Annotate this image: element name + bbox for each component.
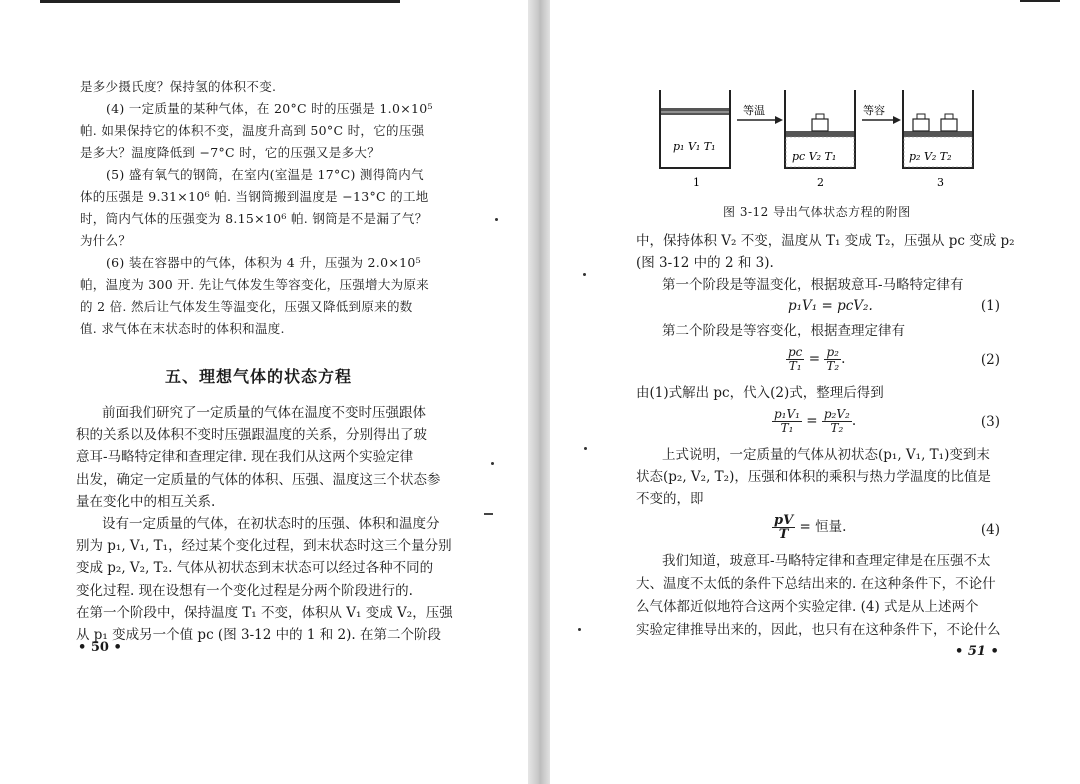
- page-number-right: • 51 •: [955, 644, 999, 659]
- text-line: (6) 装在容器中的气体，体积为 4 升，压强为 2.0×10⁵: [106, 255, 421, 270]
- top-rule: [40, 0, 400, 3]
- text-line: 状态(p₂, V₂, T₂)，压强和体积的乘积与热力学温度的比值是: [636, 469, 991, 485]
- text-line: 第一个阶段是等温变化，根据玻意耳-马略特定律有: [662, 277, 964, 293]
- page-number-left: • 50 •: [78, 640, 122, 655]
- svg-text:等温: 等温: [743, 104, 765, 117]
- figure-num-1: 1: [693, 176, 700, 189]
- text-line: 从 p₁ 变成另一个值 pc (图 3-12 中的 1 和 2). 在第二个阶段: [76, 627, 442, 644]
- equation-4-number: (4): [980, 522, 1000, 538]
- right-text-d: [636, 444, 1008, 510]
- svg-text:等容: 等容: [863, 104, 885, 117]
- arrow-isothermal: [737, 104, 783, 124]
- text-line: 在第一个阶段中，保持温度 T₁ 不变，体积从 V₁ 变成 V₂，压强: [76, 604, 453, 621]
- text-line: 是多少摄氏度？保持氢的体积不变.: [80, 79, 277, 94]
- text-line: 意耳-马略特定律和查理定律. 现在我们从这两个实验定律: [76, 449, 414, 466]
- text-line: 帕. 如果保持它的体积不变，温度升高到 50°C 时，它的压强: [80, 123, 425, 138]
- right-text-e: [636, 550, 1008, 642]
- exercise-problems: [80, 76, 450, 340]
- container-2-label: pc V₂ T₁: [792, 150, 837, 163]
- container-3-label: p₂ V₂ T₂: [909, 150, 952, 163]
- text-line: 么气体都近似地符合这两个实验定律. (4) 式是从上述两个: [636, 599, 979, 615]
- text-line: 上式说明，一定质量的气体从初状态(p₁, V₁, T₁)变到末: [662, 447, 990, 463]
- margin-mark: [491, 462, 494, 465]
- text-line: 出发，确定一定质量的气体的体积、压强、温度这三个状态参: [76, 471, 441, 488]
- section-title: 五、理想气体的状态方程: [165, 367, 353, 386]
- text-line: 中，保持体积 V₂ 不变，温度从 T₁ 变成 T₂，压强从 pc 变成 p₂: [636, 233, 1015, 249]
- margin-mark: [584, 447, 587, 450]
- text-line: 时，筒内气体的压强变为 8.15×10⁶ 帕. 钢筒是不是漏了气？: [80, 211, 428, 226]
- text-line: 我们知道，玻意耳-马略特定律和查理定律是在压强不太: [662, 553, 991, 569]
- text-line: 值. 求气体在末状态时的体积和温度.: [80, 321, 285, 336]
- figure-3-12: [655, 88, 975, 198]
- text-line: 前面我们研究了一定质量的气体在温度不变时压强跟体: [102, 405, 426, 421]
- margin-mark: [484, 513, 493, 515]
- text-line: 为什么？: [80, 233, 132, 248]
- margin-mark: [495, 218, 498, 221]
- text-line: 设有一定质量的气体，在初状态时的压强、体积和温度分: [102, 516, 440, 533]
- container-2: [785, 90, 855, 168]
- equation-1-number: (1): [980, 298, 1000, 314]
- book-gutter: [528, 0, 550, 784]
- right-text-b: 第二个阶段是等容变化，根据查理定律有: [662, 323, 905, 339]
- equation-2: $\frac{pc}{\text{T₁}}$ = $\frac{\text{p₂}}{\text{T₂}}$ . (2): [788, 345, 1000, 373]
- text-line: (5) 盛有氧气的钢筒，在室内(室温是 17°C) 测得筒内气: [106, 167, 424, 182]
- equation-3-number: (3): [980, 414, 1000, 430]
- margin-mark: [578, 628, 581, 631]
- figure-num-3: 3: [937, 176, 944, 189]
- text-line: 是多大？温度降低到 −7°C 时，它的压强又是多大？: [80, 145, 380, 160]
- text-line: (4) 一定质量的某种气体，在 20°C 时的压强是 1.0×10⁵: [106, 101, 433, 116]
- right-text-c: 由(1)式解出 pc，代入(2)式，整理后得到: [636, 385, 884, 401]
- left-page: [0, 0, 528, 784]
- text-line: 的 2 倍. 然后让气体发生等温变化，压强又降低到原来的数: [80, 299, 413, 314]
- text-line: 变成 p₂, V₂, T₂. 气体从初状态到末状态可以经过各种不同的: [76, 560, 434, 577]
- arrow-isochoric: [862, 103, 901, 124]
- text-line: 不变的，即: [636, 491, 704, 507]
- margin-mark: [583, 273, 586, 276]
- text-line: 体的压强是 9.31×10⁶ 帕. 当钢筒搬到温度是 −13°C 的工地: [80, 189, 429, 204]
- section-body: [76, 402, 453, 646]
- figure-caption: 图 3-12 导出气体状态方程的附图: [723, 205, 911, 219]
- text-line: 大、温度不太低的条件下总结出来的. 在这种条件下，不论什: [636, 576, 996, 592]
- top-rule: [1020, 0, 1060, 2]
- text-line: 帕，温度为 300 开. 先让气体发生等容变化，压强增大为原来: [80, 277, 430, 292]
- container-3: [903, 90, 973, 168]
- equation-3: $\frac{\text{p₁V₁}}{\text{T₁}}$ = $\frac{\text{p₂V₂}}{\text{T₂}}$ . (3): [774, 407, 1000, 435]
- text-line: 积的关系以及体积不变时压强跟温度的关系，分别得出了玻: [76, 427, 427, 444]
- text-line: (图 3-12 中的 2 和 3).: [636, 255, 774, 271]
- text-line: 实验定律推导出来的，因此，也只有在这种条件下，不论什么: [636, 622, 1001, 638]
- right-text-a: [636, 230, 1015, 296]
- container-1-label: p₁ V₁ T₁: [673, 140, 716, 153]
- container-1: [660, 90, 730, 168]
- equation-1: p₁V₁ = pcV₂. (1): [788, 298, 1000, 314]
- figure-num-2: 2: [817, 176, 824, 189]
- equation-4: $\frac{pV}{T}$ = 恒量. (4): [774, 513, 1000, 542]
- text-line: 量在变化中的相互关系.: [76, 493, 216, 510]
- text-line: 变化过程. 现在设想有一个变化过程是分两个阶段进行的.: [76, 582, 413, 599]
- text-line: 别为 p₁, V₁, T₁，经过某个变化过程，到末状态时这三个量分别: [76, 538, 452, 555]
- equation-2-number: (2): [980, 352, 1000, 368]
